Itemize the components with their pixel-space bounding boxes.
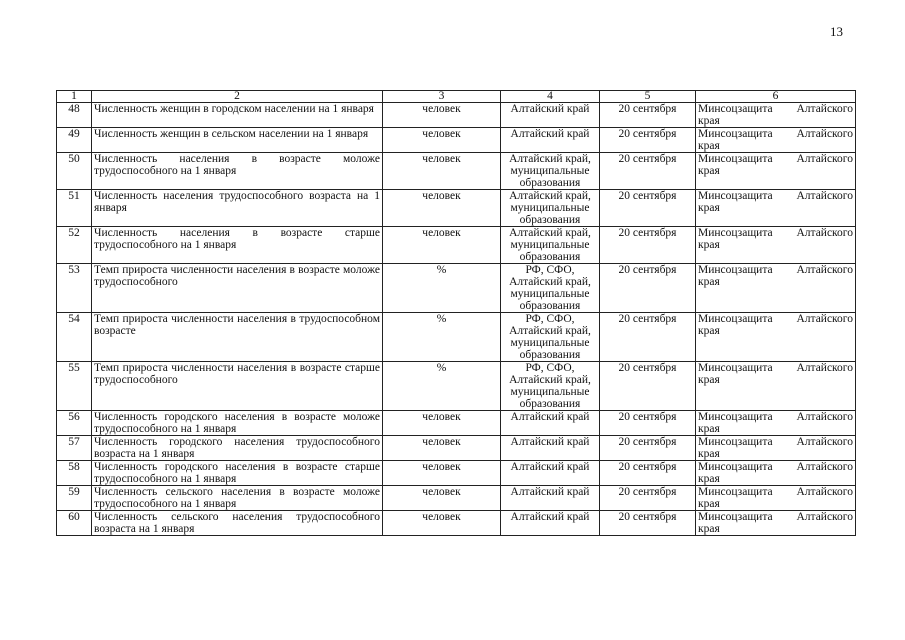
column-header-5: 5 [600, 91, 696, 103]
row-number: 58 [57, 461, 92, 486]
row-number: 59 [57, 486, 92, 511]
responsible-agency: Минсоцзащита Алтайского края [696, 264, 856, 313]
territorial-level: Алтайский край [501, 103, 600, 128]
table-row [57, 190, 856, 227]
territorial-level: Алтайский край [501, 128, 600, 153]
unit-of-measure: человек [383, 411, 501, 436]
column-header-3: 3 [383, 91, 501, 103]
indicator-name: Численность женщин в городском населении на 1 января [92, 103, 383, 128]
submission-date: 20 сентября [600, 511, 696, 536]
responsible-agency: Минсоцзащита Алтайского края [696, 103, 856, 128]
responsible-agency: Минсоцзащита Алтайского края [696, 461, 856, 486]
table-row [57, 486, 856, 511]
indicator-name: Темп прироста численности населения в возрасте старше трудоспособного [92, 362, 383, 411]
column-header-2: 2 [92, 91, 383, 103]
submission-date: 20 сентября [600, 461, 696, 486]
table-row [57, 362, 856, 411]
table-row [57, 227, 856, 264]
row-number: 56 [57, 411, 92, 436]
submission-date: 20 сентября [600, 103, 696, 128]
table-row [57, 313, 856, 362]
responsible-agency: Минсоцзащита Алтайского края [696, 511, 856, 536]
table-row [57, 461, 856, 486]
row-number: 57 [57, 436, 92, 461]
column-header-6: 6 [696, 91, 856, 103]
responsible-agency: Минсоцзащита Алтайского края [696, 362, 856, 411]
indicator-name: Численность населения трудоспособного возраста на 1 января [92, 190, 383, 227]
indicator-name: Темп прироста численности населения в возрасте моложе трудоспособного [92, 264, 383, 313]
submission-date: 20 сентября [600, 486, 696, 511]
table-row [57, 128, 856, 153]
row-number: 60 [57, 511, 92, 536]
indicator-name: Темп прироста численности населения в трудоспособном возрасте [92, 313, 383, 362]
row-number: 48 [57, 103, 92, 128]
territorial-level: Алтайский край, муниципальные образования [501, 190, 600, 227]
responsible-agency: Минсоцзащита Алтайского края [696, 128, 856, 153]
responsible-agency: Минсоцзащита Алтайского края [696, 153, 856, 190]
header-row [57, 91, 856, 103]
responsible-agency: Минсоцзащита Алтайского края [696, 486, 856, 511]
submission-date: 20 сентября [600, 190, 696, 227]
unit-of-measure: человек [383, 486, 501, 511]
indicator-name: Численность сельского населения в возрасте моложе трудоспособного на 1 января [92, 486, 383, 511]
submission-date: 20 сентября [600, 436, 696, 461]
unit-of-measure: человек [383, 511, 501, 536]
table-body [57, 103, 856, 536]
territorial-level: Алтайский край, муниципальные образования [501, 153, 600, 190]
responsible-agency: Минсоцзащита Алтайского края [696, 313, 856, 362]
territorial-level: Алтайский край [501, 486, 600, 511]
table-row [57, 411, 856, 436]
submission-date: 20 сентября [600, 411, 696, 436]
row-number: 53 [57, 264, 92, 313]
row-number: 49 [57, 128, 92, 153]
unit-of-measure: % [383, 264, 501, 313]
page-number: 13 [830, 24, 843, 39]
submission-date: 20 сентября [600, 264, 696, 313]
table-row [57, 264, 856, 313]
territorial-level: Алтайский край [501, 461, 600, 486]
indicators-table [56, 90, 856, 536]
indicator-name: Численность сельского населения трудоспособного возраста на 1 января [92, 511, 383, 536]
territorial-level: РФ, СФО, Алтайский край, муниципальные образования [501, 362, 600, 411]
responsible-agency: Минсоцзащита Алтайского края [696, 411, 856, 436]
unit-of-measure: % [383, 313, 501, 362]
unit-of-measure: человек [383, 103, 501, 128]
unit-of-measure: человек [383, 461, 501, 486]
table-row [57, 103, 856, 128]
submission-date: 20 сентября [600, 313, 696, 362]
submission-date: 20 сентября [600, 227, 696, 264]
territorial-level: Алтайский край [501, 411, 600, 436]
row-number: 55 [57, 362, 92, 411]
unit-of-measure: человек [383, 227, 501, 264]
row-number: 54 [57, 313, 92, 362]
unit-of-measure: человек [383, 436, 501, 461]
responsible-agency: Минсоцзащита Алтайского края [696, 436, 856, 461]
row-number: 52 [57, 227, 92, 264]
territorial-level: РФ, СФО, Алтайский край, муниципальные образования [501, 264, 600, 313]
indicator-name: Численность городского населения в возрасте старше трудоспособного на 1 января [92, 461, 383, 486]
submission-date: 20 сентября [600, 362, 696, 411]
indicator-name: Численность населения в возрасте моложе трудоспособного на 1 января [92, 153, 383, 190]
unit-of-measure: человек [383, 153, 501, 190]
responsible-agency: Минсоцзащита Алтайского края [696, 190, 856, 227]
row-number: 51 [57, 190, 92, 227]
table-row [57, 511, 856, 536]
territorial-level: Алтайский край [501, 436, 600, 461]
unit-of-measure: человек [383, 128, 501, 153]
row-number: 50 [57, 153, 92, 190]
unit-of-measure: % [383, 362, 501, 411]
territorial-level: Алтайский край [501, 511, 600, 536]
column-header-4: 4 [501, 91, 600, 103]
submission-date: 20 сентября [600, 128, 696, 153]
submission-date: 20 сентября [600, 153, 696, 190]
responsible-agency: Минсоцзащита Алтайского края [696, 227, 856, 264]
indicator-name: Численность населения в возрасте старше трудоспособного на 1 января [92, 227, 383, 264]
indicator-name: Численность городского населения в возрасте моложе трудоспособного на 1 января [92, 411, 383, 436]
territorial-level: Алтайский край, муниципальные образования [501, 227, 600, 264]
indicator-name: Численность женщин в сельском населении на 1 января [92, 128, 383, 153]
territorial-level: РФ, СФО, Алтайский край, муниципальные образования [501, 313, 600, 362]
unit-of-measure: человек [383, 190, 501, 227]
indicator-name: Численность городского населения трудоспособного возраста на 1 января [92, 436, 383, 461]
column-header-1: 1 [57, 91, 92, 103]
table-row [57, 153, 856, 190]
table-row [57, 436, 856, 461]
table-header [57, 91, 856, 103]
